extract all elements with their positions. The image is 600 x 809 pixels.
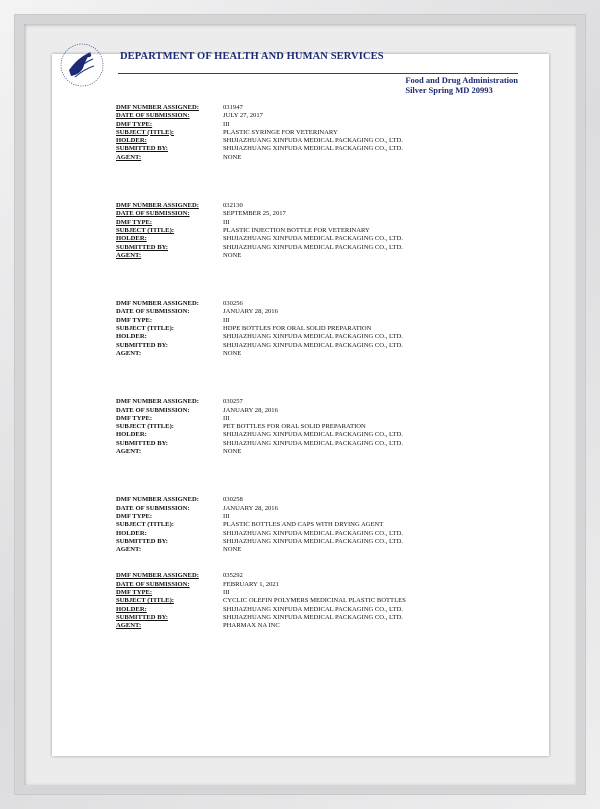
dmf-row-date [116, 112, 446, 120]
field-label: HOLDER: [116, 137, 147, 145]
field-label: DATE OF SUBMISSION: [116, 580, 190, 588]
field-label: DMF NUMBER ASSIGNED: [116, 202, 199, 210]
field-label: DATE OF SUBMISSION: [116, 210, 190, 218]
field-value: SHIJIAZHUANG XINFUDA MEDICAL PACKAGING CO., LTD. [223, 235, 403, 243]
field-value: JULY 27, 2017 [223, 112, 263, 120]
field-value: SHIJIAZHUANG XINFUDA MEDICAL PACKAGING CO., LTD. [223, 605, 403, 613]
dmf-row-number [116, 202, 446, 210]
field-label: DATE OF SUBMISSION: [116, 112, 190, 120]
field-value: III [223, 512, 230, 520]
field-label: DMF TYPE: [116, 120, 153, 128]
field-label: DATE OF SUBMISSION: [116, 308, 190, 316]
dmf-row-holder [116, 137, 446, 145]
dmf-entry [116, 496, 446, 554]
dmf-row-holder [116, 606, 446, 614]
hhs-seal-icon [59, 42, 105, 88]
dmf-row-subject [116, 325, 446, 333]
field-label: DMF NUMBER ASSIGNED: [116, 300, 199, 308]
header-divider [118, 73, 518, 74]
field-label: SUBJECT (TITLE): [116, 325, 174, 333]
field-label: AGENT: [116, 251, 142, 259]
field-value: SHIJIAZHUANG XINFUDA MEDICAL PACKAGING CO., LTD. [223, 537, 403, 545]
field-value: SHIJIAZHUANG XINFUDA MEDICAL PACKAGING CO., LTD. [223, 431, 403, 439]
field-label: DMF TYPE: [116, 218, 153, 226]
field-label: AGENT: [116, 349, 142, 357]
field-label: AGENT: [116, 546, 142, 554]
field-value: III [223, 414, 230, 422]
field-label: SUBMITTED BY: [116, 613, 168, 621]
field-label: DMF TYPE: [116, 316, 153, 324]
field-label: HOLDER: [116, 235, 147, 243]
field-value: 032130 [223, 202, 243, 210]
field-value: PLASTIC SYRINGE FOR VETERINARY [223, 128, 338, 136]
dmf-row-subject [116, 227, 446, 235]
field-label: SUBMITTED BY: [116, 243, 168, 251]
dmf-row-submitted-by [116, 440, 446, 448]
dmf-row-agent [116, 350, 446, 358]
field-value: FEBRUARY 1, 2021 [223, 580, 279, 588]
field-value: III [223, 316, 230, 324]
dmf-row-submitted-by [116, 244, 446, 252]
field-label: DMF NUMBER ASSIGNED: [116, 496, 199, 504]
field-value: SHIJIAZHUANG XINFUDA MEDICAL PACKAGING CO., LTD. [223, 333, 403, 341]
field-value: PLASTIC INJECTION BOTTLE FOR VETERINARY [223, 226, 370, 234]
field-value: PET BOTTLES FOR ORAL SOLID PREPARATION [223, 423, 366, 431]
dmf-row-number [116, 572, 446, 580]
dmf-row-date [116, 581, 446, 589]
field-value: NONE [223, 448, 242, 456]
dmf-row-agent [116, 622, 446, 630]
field-label: HOLDER: [116, 605, 147, 613]
dmf-row-subject [116, 597, 446, 605]
field-value: 031947 [223, 104, 243, 111]
field-value: NONE [223, 153, 242, 161]
field-value: NONE [223, 546, 242, 554]
field-value: SHIJIAZHUANG XINFUDA MEDICAL PACKAGING CO., LTD. [223, 341, 403, 349]
field-label: DMF TYPE: [116, 588, 153, 596]
field-value: CYCLIC OLEFIN POLYMERS MEDICINAL PLASTIC BOTTLES [223, 597, 406, 605]
field-label: DMF NUMBER ASSIGNED: [116, 398, 199, 406]
field-label: HOLDER: [116, 529, 147, 537]
dmf-row-agent [116, 448, 446, 456]
field-label: DATE OF SUBMISSION: [116, 504, 190, 512]
agency-address [405, 75, 518, 95]
field-value: PHARMAX NA INC [223, 622, 280, 630]
field-label: HOLDER: [116, 333, 147, 341]
dmf-entry [116, 398, 446, 456]
agency-location: Silver Spring MD 20993 [405, 85, 493, 95]
field-value: 035292 [223, 572, 243, 580]
dmf-row-date [116, 308, 446, 316]
field-label: DMF NUMBER ASSIGNED: [116, 572, 199, 580]
dmf-row-holder [116, 431, 446, 439]
field-value: JANUARY 28, 2016 [223, 504, 278, 512]
field-value: 030256 [223, 300, 243, 308]
dmf-row-agent [116, 252, 446, 260]
dmf-entries [116, 104, 446, 630]
field-value: III [223, 120, 230, 128]
dmf-row-subject [116, 129, 446, 137]
dmf-row-agent [116, 154, 446, 162]
field-value: NONE [223, 349, 242, 357]
field-value: NONE [223, 251, 242, 259]
dmf-entry [116, 300, 446, 358]
dmf-row-submitted-by [116, 538, 446, 546]
field-value: PLASTIC BOTTLES AND CAPS WITH DRYING AGENT [223, 521, 384, 529]
field-label: SUBJECT (TITLE): [116, 226, 174, 234]
dmf-row-subject [116, 423, 446, 431]
dmf-row-number [116, 300, 446, 308]
field-value: III [223, 588, 230, 596]
dmf-row-number [116, 496, 446, 504]
department-title: DEPARTMENT OF HEALTH AND HUMAN SERVICES [120, 51, 384, 62]
dmf-row-type [116, 121, 446, 129]
field-label: SUBJECT (TITLE): [116, 597, 174, 605]
field-value: HDPE BOTTLES FOR ORAL SOLID PREPARATION [223, 325, 372, 333]
field-value: 030257 [223, 398, 243, 406]
field-value: SHIJIAZHUANG XINFUDA MEDICAL PACKAGING CO., LTD. [223, 243, 403, 251]
field-value: JANUARY 28, 2016 [223, 406, 278, 414]
dmf-row-date [116, 407, 446, 415]
field-value: SEPTEMBER 25, 2017 [223, 210, 286, 218]
field-label: AGENT: [116, 448, 142, 456]
field-label: DMF TYPE: [116, 414, 153, 422]
field-label: SUBMITTED BY: [116, 145, 168, 153]
dmf-row-type [116, 219, 446, 227]
dmf-row-holder [116, 333, 446, 341]
dmf-row-number [116, 104, 446, 112]
dmf-entry [116, 572, 446, 630]
dmf-row-type [116, 415, 446, 423]
field-value: SHIJIAZHUANG XINFUDA MEDICAL PACKAGING CO., LTD. [223, 613, 403, 621]
field-label: DMF TYPE: [116, 512, 153, 520]
dmf-row-submitted-by [116, 145, 446, 153]
dmf-row-date [116, 505, 446, 513]
field-label: SUBMITTED BY: [116, 537, 168, 545]
dmf-row-subject [116, 521, 446, 529]
dmf-row-submitted-by [116, 342, 446, 350]
field-value: JANUARY 28, 2016 [223, 308, 278, 316]
dmf-row-type [116, 513, 446, 521]
dmf-row-holder [116, 530, 446, 538]
dmf-row-type [116, 317, 446, 325]
dmf-row-type [116, 589, 446, 597]
field-value: SHIJIAZHUANG XINFUDA MEDICAL PACKAGING CO., LTD. [223, 439, 403, 447]
field-label: AGENT: [116, 153, 142, 161]
dmf-row-holder [116, 235, 446, 243]
agency-name: Food and Drug Administration [405, 75, 518, 85]
field-label: DATE OF SUBMISSION: [116, 406, 190, 414]
field-value: III [223, 218, 230, 226]
field-label: SUBJECT (TITLE): [116, 128, 174, 136]
field-label: HOLDER: [116, 431, 147, 439]
field-label: AGENT: [116, 622, 142, 630]
dmf-entry [116, 202, 446, 260]
dmf-row-number [116, 398, 446, 406]
field-label: SUBMITTED BY: [116, 439, 168, 447]
field-value: SHIJIAZHUANG XINFUDA MEDICAL PACKAGING CO., LTD. [223, 529, 403, 537]
dmf-row-date [116, 210, 446, 218]
field-value: SHIJIAZHUANG XINFUDA MEDICAL PACKAGING CO., LTD. [223, 137, 403, 145]
field-label: SUBMITTED BY: [116, 341, 168, 349]
field-label: DMF NUMBER ASSIGNED: [116, 104, 199, 111]
field-value: SHIJIAZHUANG XINFUDA MEDICAL PACKAGING CO., LTD. [223, 145, 403, 153]
dmf-row-agent [116, 546, 446, 554]
field-value: 030258 [223, 496, 243, 504]
field-label: SUBJECT (TITLE): [116, 521, 174, 529]
dmf-row-submitted-by [116, 614, 446, 622]
field-label: SUBJECT (TITLE): [116, 423, 174, 431]
dmf-entry [116, 104, 446, 162]
